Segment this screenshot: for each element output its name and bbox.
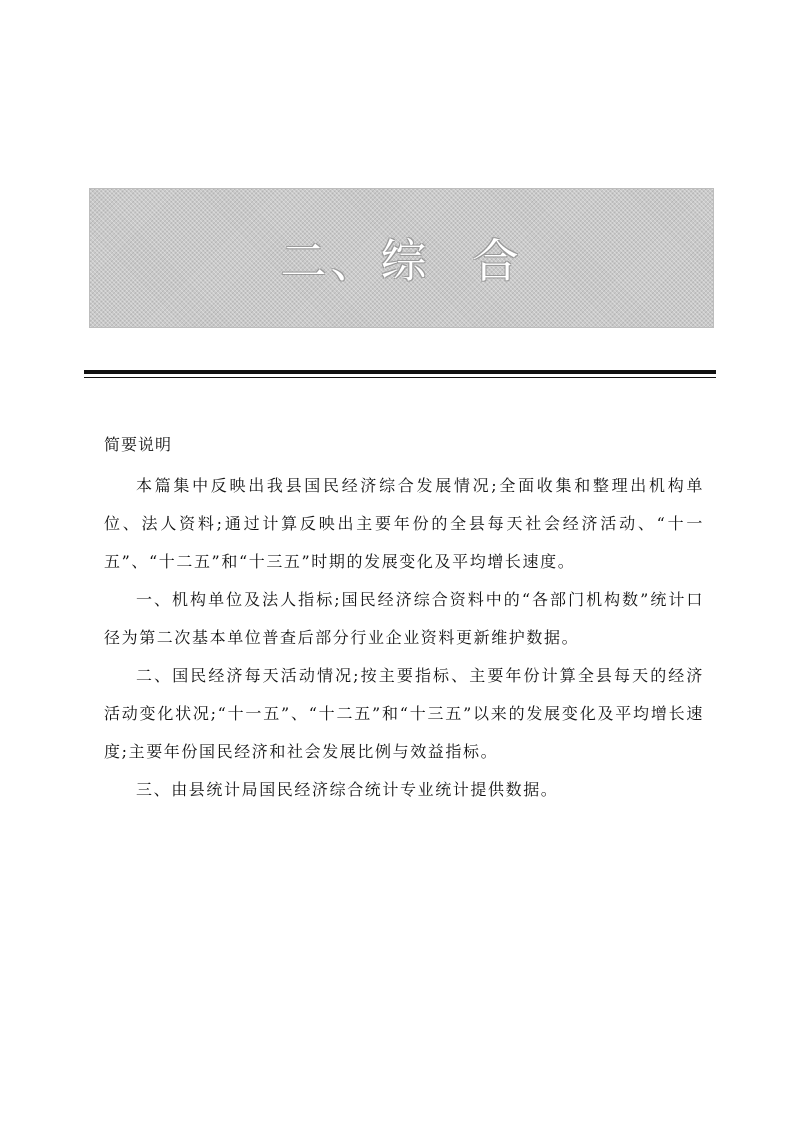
section-title-part1: 二、综 <box>280 234 431 288</box>
summary-section <box>104 426 704 809</box>
divider-thin <box>84 377 716 378</box>
paragraph-item-1: 一、机构单位及法人指标;国民经济综合资料中的“各部门机构数”统计口径为第二次基本单位普查后部分行业企业资料更新维护数据。 <box>104 590 704 647</box>
paragraph-intro: 本篇集中反映出我县国民经济综合发展情况;全面收集和整理出机构单位、法人资料;通过计算反映出主要年份的全县每天社会经济活动、“十一五”、“十二五”和“十三五”时期的发展变化及平均增长速度。 <box>104 476 704 571</box>
section-title <box>90 189 713 327</box>
section-title-part2: 合 <box>472 234 523 288</box>
divider-thick <box>84 370 716 374</box>
paragraph-item-3: 三、由县统计局国民经济综合统计专业统计提供数据。 <box>136 780 559 799</box>
paragraph-item-2: 二、国民经济每天活动情况;按主要指标、主要年份计算全县每天的经济活动变化状况;“十一五”、“十二五”和“十三五”以来的发展变化及平均增长速度;主要年份国民经济和社会发展比例与效益指标。 <box>104 666 704 761</box>
summary-heading: 简要说明 <box>104 435 173 454</box>
section-title-banner <box>89 188 714 328</box>
